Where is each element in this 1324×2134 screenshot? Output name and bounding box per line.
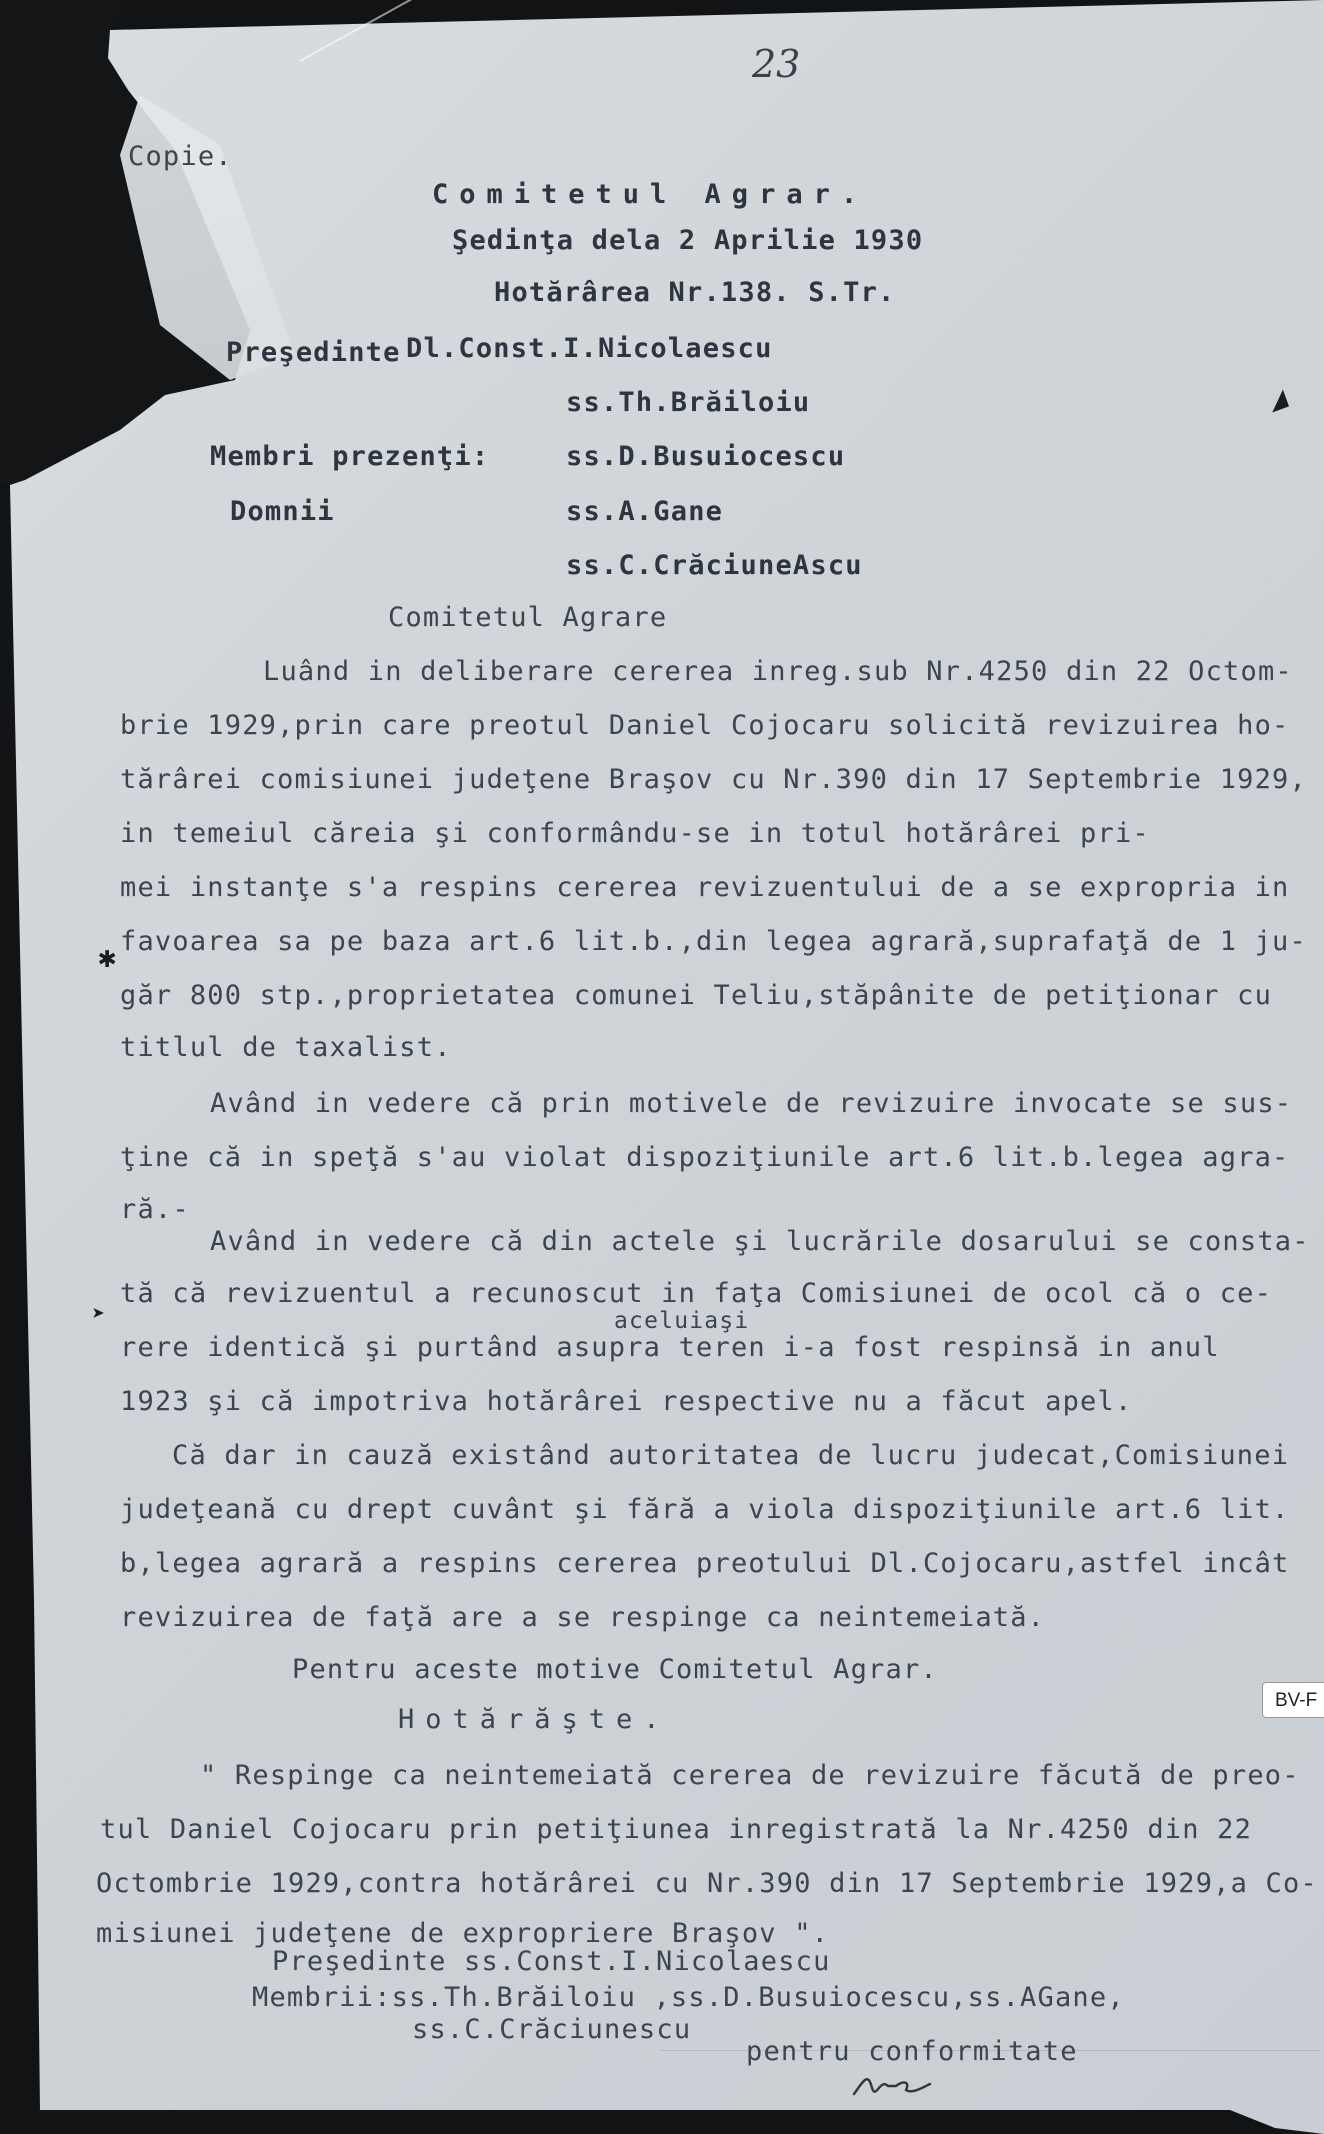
body-line-1: Luând in deliberare cererea inreg.sub Nr.4250 din 22 Octom-	[263, 656, 1293, 687]
body-line-5: mei instanţe s'a respins cererea revizuentului de a se expropria in	[120, 872, 1290, 903]
session-line: Şedinţa dela 2 Aprilie 1930	[452, 225, 924, 256]
signature-member-last: ss.C.Crăciunescu	[412, 2014, 692, 2045]
body-line-12: Având in vedere că din actele şi lucrările dosarului se consta-	[210, 1226, 1310, 1257]
margin-mark-icon: ✱	[98, 940, 117, 975]
conformity-line: pentru conformitate	[746, 2036, 1078, 2067]
president-name: Dl.Const.I.Nicolaescu	[406, 333, 773, 364]
body-line-13: tă că revizuentul a recunoscut in faţa Comisiunei de ocol că o ce-	[120, 1278, 1273, 1309]
member-3: ss.A.Gane	[566, 496, 724, 527]
motives-line: Pentru aceste motive Comitetul Agrar.	[292, 1654, 938, 1685]
member-1: ss.Th.Brăiloiu	[566, 387, 811, 418]
body-line-16: Că dar in cauză existând autoritatea de lucru judecat,Comisiunei	[172, 1440, 1290, 1471]
body-line-2: brie 1929,prin care preotul Daniel Cojocaru solicită revizuirea ho-	[120, 710, 1290, 741]
body-line-10: ţine că in speţă s'au violat dispoziţiunile art.6 lit.b.legea agra-	[120, 1142, 1290, 1173]
body-line-7: găr 800 stp.,proprietatea comunei Teliu,stăpânite de petiţionar cu	[120, 980, 1273, 1011]
body-line-18: b,legea agrară a respins cererea preotului Dl.Cojocaru,astfel incât	[120, 1548, 1290, 1579]
signature-president: Preşedinte ss.Const.I.Nicolaescu	[272, 1946, 831, 1977]
body-line-8: titlul de taxalist.	[120, 1032, 452, 1063]
committee-line: Comitetul Agrare	[388, 602, 668, 633]
black-mark-icon: ◢	[1262, 379, 1292, 420]
document-title: Comitetul Agrar.	[432, 179, 869, 210]
members-label: Membri prezenţi:	[210, 441, 490, 472]
insert-word: aceluiaşi	[614, 1308, 750, 1334]
decides-heading: Hotărăşte.	[398, 1704, 671, 1735]
decision-number: Hotărârea Nr.138. S.Tr.	[494, 277, 896, 308]
body-line-14: rere identică şi purtând asupra teren i-a fost respinsă in anul	[120, 1332, 1220, 1363]
margin-arrow-icon: ➤	[92, 1302, 106, 1327]
member-4: ss.C.CrăciuneAscu	[566, 550, 863, 581]
resolution-line-3: Octombrie 1929,contra hotărârei cu Nr.390 din 17 Septembrie 1929,a Co-	[96, 1868, 1318, 1899]
body-line-17: judeţeană cu drept cuvânt şi fără a viola dispoziţiunile art.6 lit.	[120, 1494, 1290, 1525]
resolution-line-2: tul Daniel Cojocaru prin petiţiunea inregistrată la Nr.4250 din 22	[100, 1814, 1253, 1845]
body-line-11: ră.-	[120, 1194, 190, 1225]
resolution-line-4: misiunei judeţene de expropriere Braşov ".	[96, 1918, 830, 1949]
body-line-9: Având in vedere că prin motivele de revizuire invocate se sus-	[210, 1088, 1293, 1119]
president-label: Preşedinte	[226, 337, 401, 368]
body-line-3: tărârei comisiunei judeţene Braşov cu Nr.390 din 17 Septembrie 1929,	[120, 764, 1307, 795]
copie-label: Copie.	[128, 141, 233, 172]
body-line-19: revizuirea de faţă are a se respinge ca neintemeiată.	[120, 1602, 1046, 1633]
archive-stamp: BV-F	[1262, 1682, 1324, 1718]
member-2: ss.D.Busuiocescu	[566, 441, 846, 472]
body-line-6: favoarea sa pe baza art.6 lit.b.,din legea agrară,suprafaţă de 1 ju-	[120, 926, 1307, 957]
page-number: 23	[752, 42, 801, 86]
handwritten-signature-icon	[850, 2060, 960, 2106]
signature-members: Membrii:ss.Th.Brăiloiu ,ss.D.Busuiocescu,ss.AGane,	[252, 1982, 1125, 2013]
body-line-4: in temeiul căreia şi conformându-se in totul hotărârei pri-	[120, 818, 1150, 849]
body-line-15: 1923 şi că impotriva hotărârei respective nu a făcut apel.	[120, 1386, 1133, 1417]
resolution-line-1: " Respinge ca neintemeiată cererea de revizuire făcută de preo-	[200, 1760, 1300, 1791]
domnii-label: Domnii	[230, 496, 335, 527]
